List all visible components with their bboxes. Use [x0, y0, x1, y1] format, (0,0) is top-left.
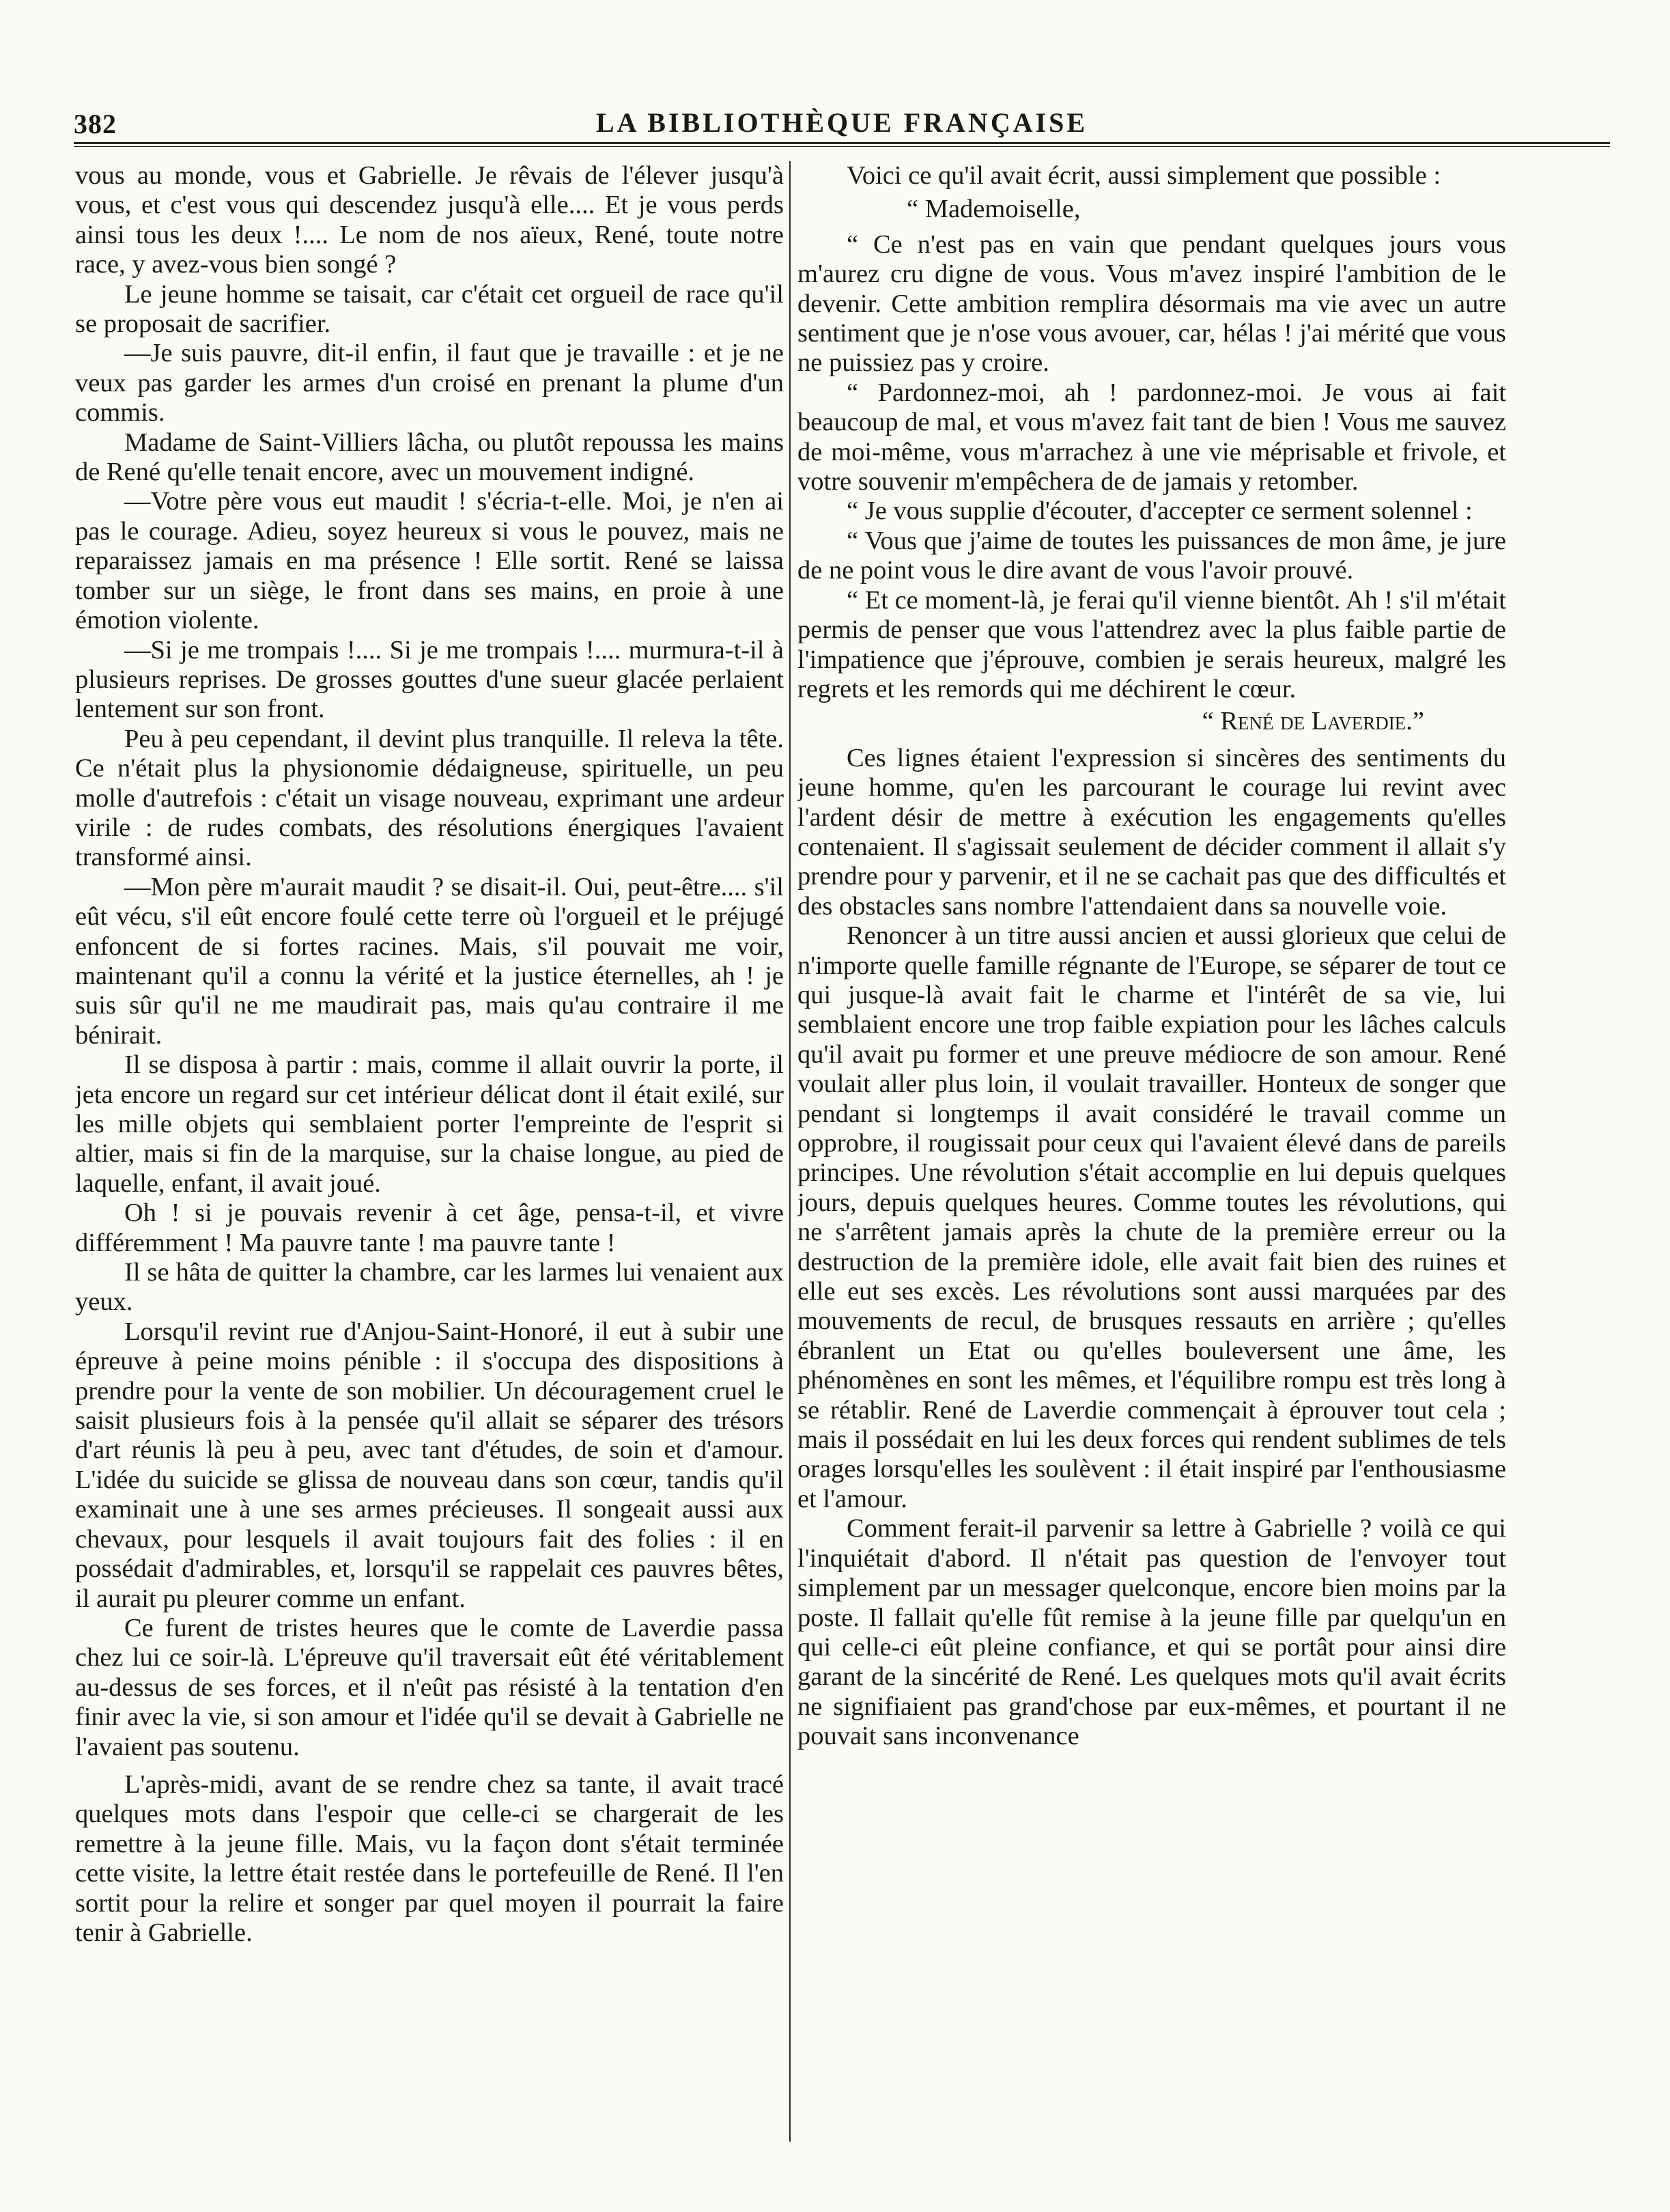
running-title: LA BIBLIOTHÈQUE FRANÇAISE — [595, 107, 1088, 138]
right-column-paragraph: Voici ce qu'il avait écrit, aussi simplement que possible : — [847, 161, 1441, 190]
left-column-paragraph: Ce furent de tristes heures que le comte de Laverdie passa chez lui ce soir-là. L'épreuve qu'il traversait eût été véritablement au-dessus de ses forces, et il n'eût pas résisté à la tentation d'en finir avec la vie, si son amour et l'idée qu'il se devait à Gabrielle ne l'avaient pas soutenu. — [75, 1613, 784, 1761]
right-column-paragraph: “ Et ce moment-là, je ferai qu'il vienne bientôt. Ah ! s'il m'était permis de penser que vous l'attendrez avec la plus faible partie de l'impatience que j'éprouve, combien je serais heureux, malgré les regrets et les remords qui me déchirent le cœur. — [797, 585, 1506, 703]
left-column-paragraph: —Si je me trompais !.... Si je me trompais !.... murmura-t-il à plusieurs reprises. De grosses gouttes d'une sueur glacée perlaient lentement sur son front. — [75, 635, 784, 724]
left-column-paragraph: Oh ! si je pouvais revenir à cet âge, pensa-t-il, et vivre différemment ! Ma pauvre tante ! ma pauvre tante ! — [75, 1199, 784, 1257]
column-divider — [789, 161, 791, 2142]
left-column-paragraph: —Mon père m'aurait maudit ? se disait-il. Oui, peut-être.... s'il eût vécu, s'il eût encore foulé cette terre où l'orgueil et le préjugé enfoncent de si fortes racines. Mais, s'il pouvait me voir, maintenant qu'il a connu la vérité et la justice éternelles, ah ! je suis sûr qu'il ne me maudirait pas, mais qu'au contraire il me bénirait. — [75, 872, 784, 1050]
right-column-paragraph: “ Ce n'est pas en vain que pendant quelques jours vous m'aurez cru digne de vous. Vous m'avez inspiré l'ambition de le devenir. Cette ambition remplira désormais ma vie avec un autre sentiment que je n'ose vous avouer, car, hélas ! j'ai mérité que vous ne puissiez pas y croire. — [797, 229, 1506, 378]
header-rule — [74, 142, 1610, 144]
page-number: 382 — [74, 109, 117, 139]
right-column-paragraph: Renoncer à un titre aussi ancien et aussi glorieux que celui de n'importe quelle famille régnante de l'Europe, se séparer de tout ce qui jusque-là avait fait le charme et l'intérêt de sa vie, lui semblaient encore une trop faible expiation pour les lâches calculs qu'il avait pu former et une preuve médiocre de son amour. René voulait aller plus loin, il voulait travailler. Honteux de songer que pendant si longtemps il avait considéré le travail comme un opprobre, il rougissait pour ceux qui l'avaient élevé dans de pareils principes. Une révolution s'était accomplie en lui depuis quelques jours, depuis quelques heures. Comme toutes les révolutions, qui ne s'arrêtent jamais après la chute de la première erreur ou la destruction de la première idole, elle avait fait bien des ruines et elle eut ses excès. Les révolutions sont aussi marquées par des mouvements de recul, de brusques ressauts en arrière ; qu'elles ébranlent un Etat ou qu'elles bouleversent une âme, les phénomènes en sont les mêmes, et l'équilibre rompu est très long à se rétablir. René de Laverdie commençait à éprouver tout cela ; mais il possédait en lui les deux forces qui rendent sublimes de tels orages lorsqu'elles les soulèvent : il était inspiré par l'enthousiasme et l'amour. — [797, 921, 1506, 1513]
right-column-paragraph: “ Vous que j'aime de toutes les puissances de mon âme, je jure de ne point vous le dire avant de vous l'avoir prouvé. — [797, 526, 1506, 585]
left-column-paragraph: Peu à peu cependant, il devint plus tranquille. Il releva la tête. Ce n'était plus la physionomie dédaigneuse, spirituelle, un peu molle d'autrefois : c'était un visage nouveau, exprimant une ardeur virile : de rudes combats, des résolutions énergiques l'avaient transformé ainsi. — [75, 724, 784, 872]
left-column-paragraph: Il se hâta de quitter la chambre, car les larmes lui venaient aux yeux. — [75, 1258, 784, 1317]
left-column-paragraph: Il se disposa à partir : mais, comme il allait ouvrir la porte, il jeta encore un regard sur cet intérieur délicat dont il était exilé, sur les mille objets qui semblaient porter l'empreinte de l'esprit si altier, mais si fin de la marquise, sur la chaise longue, au pied de laquelle, enfant, il avait joué. — [75, 1050, 784, 1198]
left-column-paragraph: L'après-midi, avant de se rendre chez sa tante, il avait tracé quelques mots dans l'espoir que celle-ci se chargerait de les remettre à la jeune fille. Mais, vu la façon dont s'était terminée cette visite, la lettre était restée dans le portefeuille de René. Il l'en sortit pour la relire et songer par quel moyen il pourrait la faire tenir à Gabrielle. — [75, 1769, 784, 1947]
left-column-paragraph: Madame de Saint-Villiers lâcha, ou plutôt repoussa les mains de René qu'elle tenait encore, avec un mouvement indigné. — [75, 428, 784, 487]
page-header — [74, 102, 1610, 146]
letter-salutation: “ Mademoiselle, — [907, 195, 1081, 224]
right-column-paragraph: Comment ferait-il parvenir sa lettre à Gabrielle ? voilà ce qui l'inquiétait d'abord. Il n'était pas question de l'envoyer tout simplement par un messager quelconque, encore bien moins par la poste. Il fallait qu'elle fût remise à la jeune fille par quelqu'un en qui celle-ci eût pleine confiance, et qui se portât pour ainsi dire garant de la sincérité de René. Les quelques mots qu'il avait écrits ne signifiaient pas grand'chose par eux-mêmes, et pourtant il ne pouvait sans inconvenance — [797, 1514, 1506, 1751]
left-column-paragraph: —Je suis pauvre, dit-il enfin, il faut que je travaille : et je ne veux pas garder les armes d'un croisé en prenant la plume d'un commis. — [75, 339, 784, 428]
letter-signature: “ René de Laverdie.” — [1202, 707, 1424, 736]
right-column-paragraph: “ Pardonnez-moi, ah ! pardonnez-moi. Je vous ai fait beaucoup de mal, et vous m'avez fait tant de bien ! Vous me sauvez de moi-même, vous m'arrachez à une vie méprisable et frivole, et votre souvenir m'empêchera de de jamais y retomber. — [797, 378, 1506, 496]
header-rule-thin — [74, 146, 1610, 147]
left-column-paragraph: Le jeune homme se taisait, car c'était cet orgueil de race qu'il se proposait de sacrifier. — [75, 279, 784, 339]
right-column — [797, 161, 1506, 2162]
left-column-paragraph: Lorsqu'il revint rue d'Anjou-Saint-Honoré, il eut à subir une épreuve à peine moins pénible : il s'occupa des dispositions à prendre pour la vente de son mobilier. Un découragement cruel le saisit plusieurs fois à la pensée qu'il allait se séparer des trésors d'art réunis là peu à peu, avec tant d'études, de soin et d'amour. L'idée du suicide se glissa de nouveau dans son cœur, tandis qu'il examinait une à une ses armes précieuses. Il songeait aussi aux chevaux, pour lesquels il avait toujours fait des folies : il en possédait d'admirables, et, lorsqu'il se rappelait ces pauvres bêtes, il aurait pu pleurer comme un enfant. — [75, 1317, 784, 1613]
left-column-paragraph: vous au monde, vous et Gabrielle. Je rêvais de l'élever jusqu'à vous, et c'est vous qui descendez jusqu'à elle.... Et je vous perds ainsi tous les deux !.... Le nom de nos aïeux, René, toute notre race, y avez-vous bien songé ? — [75, 161, 784, 279]
left-column — [75, 161, 784, 2162]
right-column-paragraph: Ces lignes étaient l'expression si sincères des sentiments du jeune homme, qu'en les parcourant le courage lui revint avec l'ardent désir de mettre à exécution les engagements qu'elles contenaient. Il s'agissait seulement de décider comment il allait s'y prendre pour y parvenir, et il ne se cachait pas que des difficultés et des obstacles sans nombre l'attendaient dans sa nouvelle voie. — [797, 743, 1506, 921]
right-column-paragraph: “ Je vous supplie d'écouter, d'accepter ce serment solennel : — [847, 496, 1473, 526]
left-column-paragraph: —Votre père vous eut maudit ! s'écria-t-elle. Moi, je n'en ai pas le courage. Adieu, soyez heureux si vous le pouvez, mais ne reparaissez jamais en ma présence ! Elle sortit. René se laissa tomber sur un siège, le front dans ses mains, en proie à une émotion violente. — [75, 487, 784, 635]
